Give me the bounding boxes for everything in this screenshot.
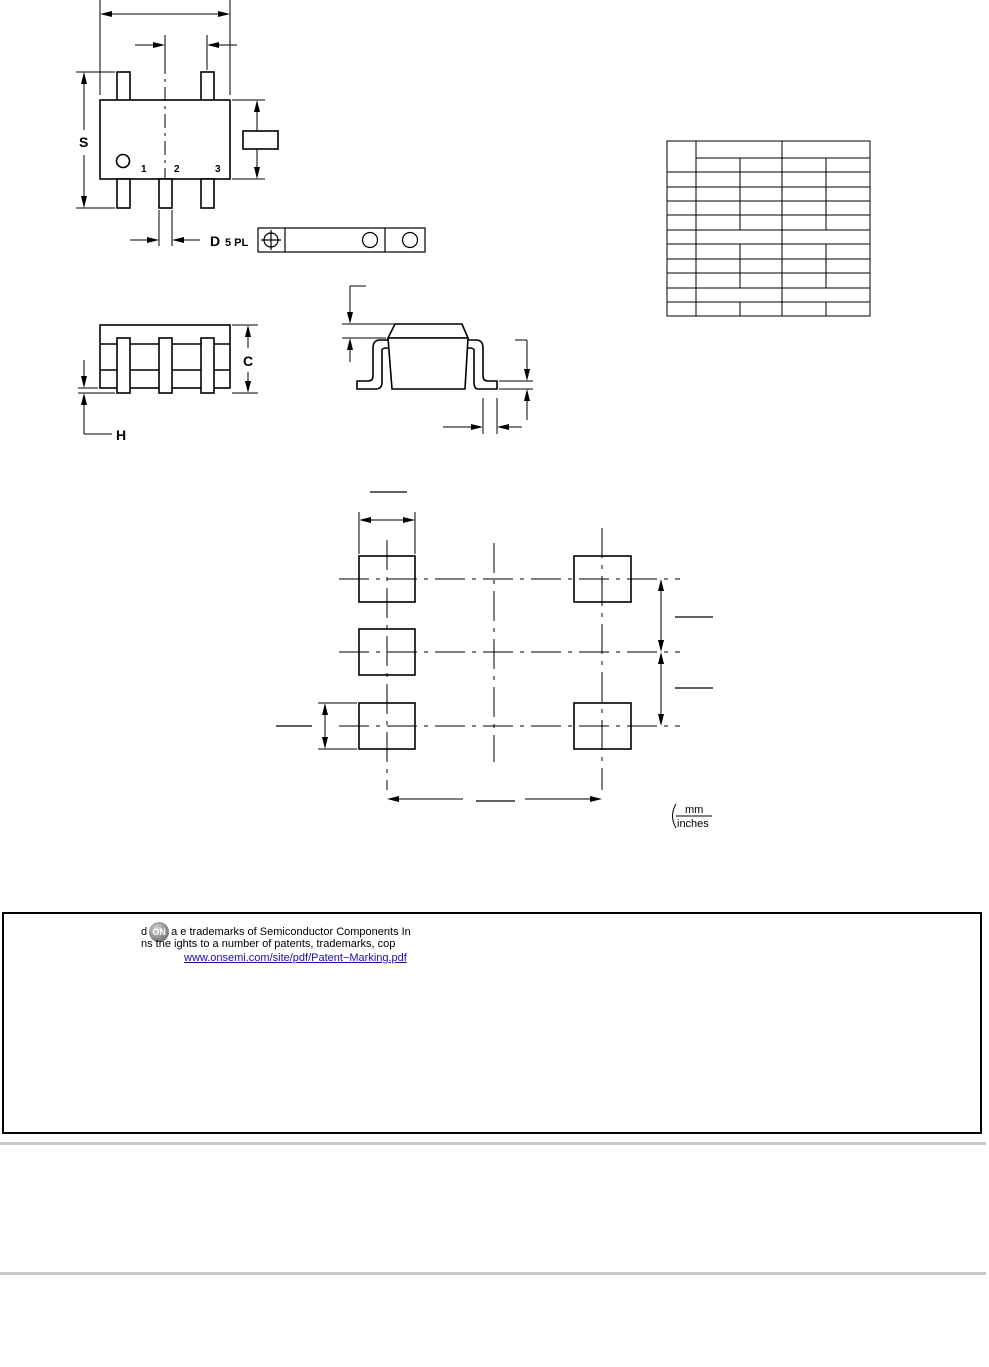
dimension-table bbox=[667, 141, 870, 316]
legal-line-1a: d bbox=[141, 925, 148, 938]
legal-notice-box bbox=[2, 912, 982, 1134]
on-semiconductor-logo: ON bbox=[149, 922, 169, 942]
dim-h-label: H bbox=[116, 427, 127, 443]
patent-marking-link[interactable]: www.onsemi.com/site/pdf/Patent−Marking.pdf bbox=[184, 952, 407, 964]
divider-bottom bbox=[0, 1272, 986, 1275]
dim-d-suffix: 5 PL bbox=[225, 237, 249, 249]
pin-label-3: 3 bbox=[215, 164, 221, 175]
soldering-footprint bbox=[276, 492, 713, 828]
end-view bbox=[342, 286, 533, 434]
unit-mm: mm bbox=[685, 804, 704, 816]
divider-top bbox=[0, 1142, 986, 1145]
legal-line-2: ns tne ights to a number of patents, trademarks, cop bbox=[141, 938, 396, 950]
side-view bbox=[78, 325, 258, 434]
dim-d-label: D bbox=[210, 233, 221, 249]
top-view bbox=[76, 0, 425, 252]
pin-label-1: 1 bbox=[141, 164, 147, 175]
unit-inches: inches bbox=[677, 818, 709, 830]
dim-s-label: S bbox=[79, 134, 89, 150]
pin-label-2: 2 bbox=[174, 164, 180, 175]
dim-c-label: C bbox=[243, 353, 254, 369]
legal-line-1b: a e trademarks of Semiconductor Components In bbox=[171, 925, 411, 938]
